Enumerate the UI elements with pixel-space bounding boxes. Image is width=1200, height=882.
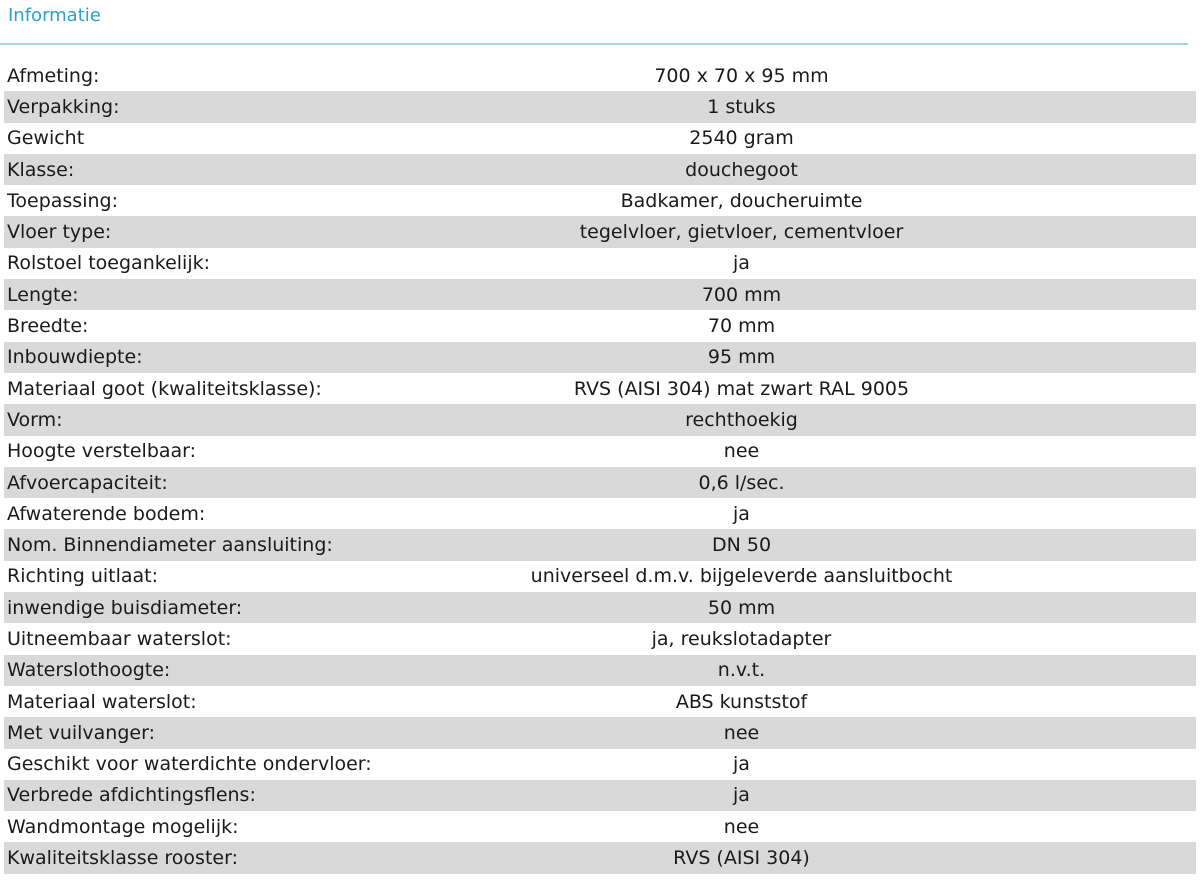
spec-label: Inbouwdiepte: bbox=[7, 346, 143, 369]
spec-row bbox=[4, 467, 1196, 498]
spec-value: nee bbox=[723, 815, 760, 838]
spec-value: 1 stuks bbox=[707, 95, 776, 118]
spec-value: 700 x 70 x 95 mm bbox=[654, 64, 829, 87]
spec-row bbox=[4, 60, 1196, 91]
spec-label: Waterslothoogte: bbox=[7, 659, 171, 682]
spec-label: Verpakking: bbox=[7, 95, 120, 118]
spec-row bbox=[4, 310, 1196, 341]
spec-label: Rolstoel toegankelijk: bbox=[7, 252, 210, 275]
spec-row bbox=[4, 342, 1196, 373]
spec-table bbox=[4, 60, 1196, 874]
spec-label: Materiaal goot (kwaliteitsklasse): bbox=[7, 377, 322, 400]
spec-row bbox=[4, 842, 1196, 873]
spec-row bbox=[4, 154, 1196, 185]
spec-label: Kwaliteitsklasse rooster: bbox=[7, 847, 238, 870]
spec-label: Vorm: bbox=[7, 408, 63, 431]
spec-label: Breedte: bbox=[7, 315, 89, 338]
spec-value: ja bbox=[733, 784, 750, 807]
spec-value: 0,6 l/sec. bbox=[698, 471, 785, 494]
spec-value: 2540 gram bbox=[689, 127, 794, 150]
spec-label: Verbrede afdichtingsflens: bbox=[7, 784, 256, 807]
spec-label: Materiaal waterslot: bbox=[7, 690, 197, 713]
spec-value: rechthoekig bbox=[685, 408, 798, 431]
spec-row bbox=[4, 717, 1196, 748]
spec-label: Klasse: bbox=[7, 158, 75, 181]
spec-row bbox=[4, 623, 1196, 654]
spec-row bbox=[4, 404, 1196, 435]
spec-row bbox=[4, 436, 1196, 467]
spec-row bbox=[4, 749, 1196, 780]
spec-value: tegelvloer, gietvloer, cementvloer bbox=[579, 221, 904, 244]
spec-label: inwendige buisdiameter: bbox=[7, 596, 243, 619]
spec-row bbox=[4, 498, 1196, 529]
spec-value: universeel d.m.v. bijgeleverde aansluitbocht bbox=[530, 565, 953, 588]
spec-value: ja bbox=[733, 502, 750, 525]
spec-row bbox=[4, 185, 1196, 216]
spec-row bbox=[4, 686, 1196, 717]
spec-label: Toepassing: bbox=[7, 189, 118, 212]
spec-value: 70 mm bbox=[707, 315, 776, 338]
spec-value: douchegoot bbox=[685, 158, 798, 181]
spec-value: ja, reukslotadapter bbox=[651, 627, 832, 650]
spec-label: Afwaterende bodem: bbox=[7, 502, 206, 525]
spec-value: ja bbox=[733, 753, 750, 776]
spec-label: Nom. Binnendiameter aansluiting: bbox=[7, 534, 333, 557]
section-title: Informatie bbox=[8, 5, 101, 26]
spec-value: n.v.t. bbox=[717, 659, 766, 682]
spec-label: Vloer type: bbox=[7, 221, 112, 244]
spec-value: ja bbox=[733, 252, 750, 275]
spec-value: nee bbox=[723, 721, 760, 744]
spec-label: Gewicht bbox=[7, 127, 85, 150]
spec-row bbox=[4, 216, 1196, 247]
spec-label: Geschikt voor waterdichte ondervloer: bbox=[7, 753, 372, 776]
spec-label: Lengte: bbox=[7, 283, 79, 306]
spec-row bbox=[4, 279, 1196, 310]
spec-value: DN 50 bbox=[711, 534, 772, 557]
spec-row bbox=[4, 655, 1196, 686]
spec-value: RVS (AISI 304) bbox=[673, 847, 810, 870]
spec-row bbox=[4, 561, 1196, 592]
spec-row bbox=[4, 123, 1196, 154]
spec-label: Richting uitlaat: bbox=[7, 565, 159, 588]
spec-label: Afmeting: bbox=[7, 64, 100, 87]
spec-value: 50 mm bbox=[707, 596, 776, 619]
spec-value: nee bbox=[723, 440, 760, 463]
spec-label: Wandmontage mogelijk: bbox=[7, 815, 239, 838]
spec-value: ABS kunststof bbox=[675, 690, 808, 713]
spec-row bbox=[4, 780, 1196, 811]
spec-row bbox=[4, 529, 1196, 560]
spec-value: 700 mm bbox=[701, 283, 782, 306]
spec-row bbox=[4, 811, 1196, 842]
spec-value: Badkamer, doucheruimte bbox=[620, 189, 863, 212]
spec-label: Hoogte verstelbaar: bbox=[7, 440, 197, 463]
section-divider bbox=[0, 43, 1188, 45]
spec-row bbox=[4, 91, 1196, 122]
spec-value: RVS (AISI 304) mat zwart RAL 9005 bbox=[573, 377, 910, 400]
spec-label: Met vuilvanger: bbox=[7, 721, 155, 744]
spec-label: Uitneembaar waterslot: bbox=[7, 627, 232, 650]
spec-row bbox=[4, 373, 1196, 404]
spec-label: Afvoercapaciteit: bbox=[7, 471, 168, 494]
spec-row bbox=[4, 248, 1196, 279]
spec-row bbox=[4, 592, 1196, 623]
spec-value: 95 mm bbox=[707, 346, 776, 369]
